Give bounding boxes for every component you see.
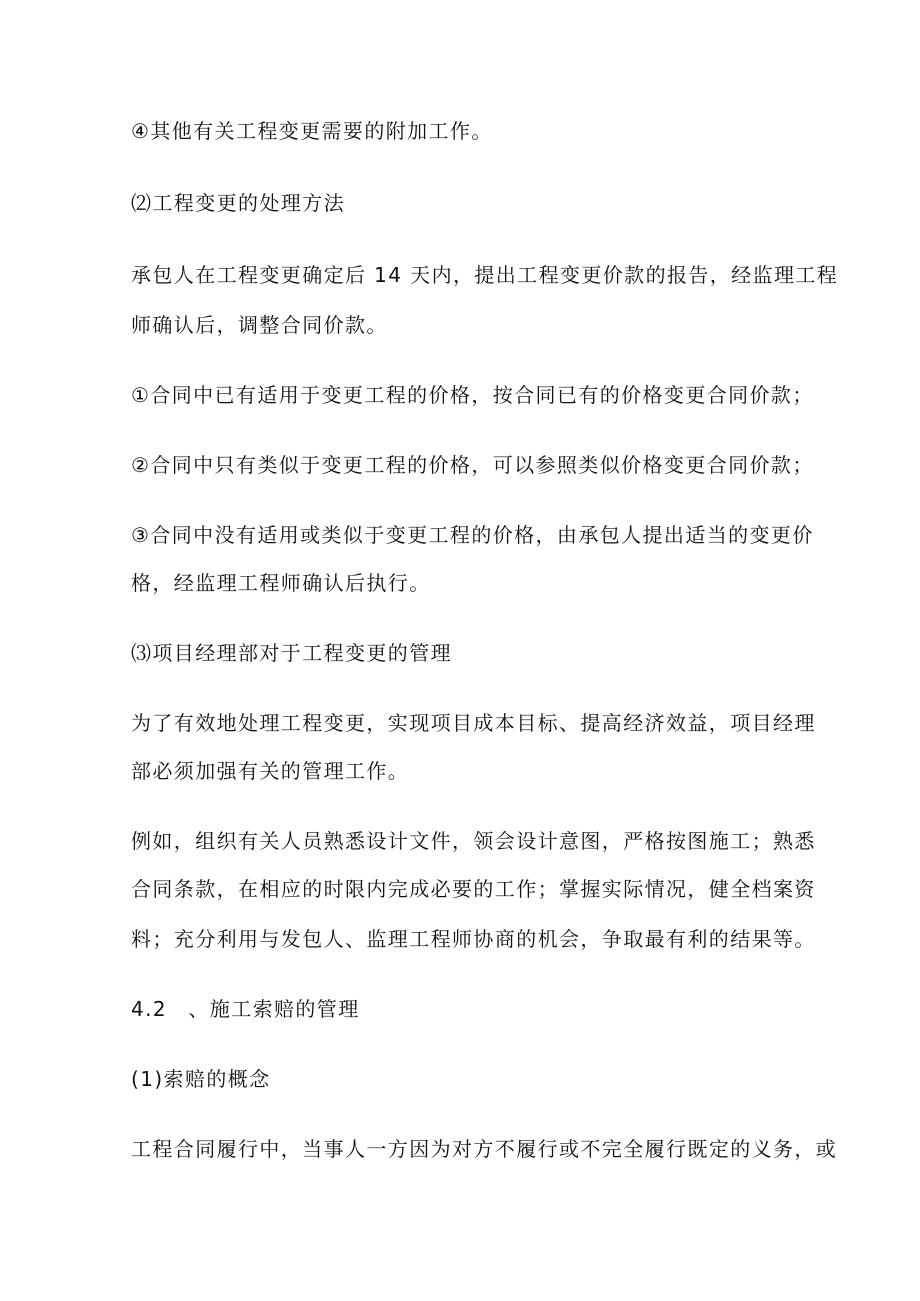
paragraph-line: ④其他有关工程变更需要的附加工作。 [131,119,493,143]
paragraph-line: 部必须加强有关的管理工作。 [131,759,410,783]
paragraph-line: 为了有效地处理工程变更，实现项目成本目标、提高经济效益，项目经理 [131,711,816,735]
section-heading: ⑶项目经理部对于工程变更的管理 [131,641,452,665]
subsection-heading: (1)索赔的概念 [131,1067,271,1091]
paragraph-line: 例如，组织有关人员熟悉设计文件，领会设计意图，严格按图施工；熟悉 [131,829,816,853]
paragraph-line: 合同条款，在相应的时限内完成必要的工作；掌握实际情况，健全档案资 [131,877,816,901]
paragraph-line: 料；充分利用与发包人、监理工程师协商的机会，争取最有利的结果等。 [131,927,816,951]
paragraph-line: 师确认后，调整合同价款。 [131,313,388,337]
section-heading: ⑵工程变更的处理方法 [131,191,345,215]
list-item: ②合同中只有类似于变更工程的价格，可以参照类似价格变更合同价款； [131,453,814,477]
list-item-continued: 格，经监理工程师确认后执行。 [131,571,431,595]
list-item: ③合同中没有适用或类似于变更工程的价格，由承包人提出适当的变更价 [131,523,814,547]
section-heading: 4.2 、施工索赔的管理 [131,997,360,1021]
paragraph-line: 承包人在工程变更确定后 14 天内，提出工程变更价款的报告，经监理工程 [131,263,839,287]
paragraph-line: 工程合同履行中，当事人一方因为对方不履行或不完全履行既定的义务，或 [131,1137,838,1161]
list-item: ①合同中已有适用于变更工程的价格，按合同已有的价格变更合同价款； [131,383,814,407]
